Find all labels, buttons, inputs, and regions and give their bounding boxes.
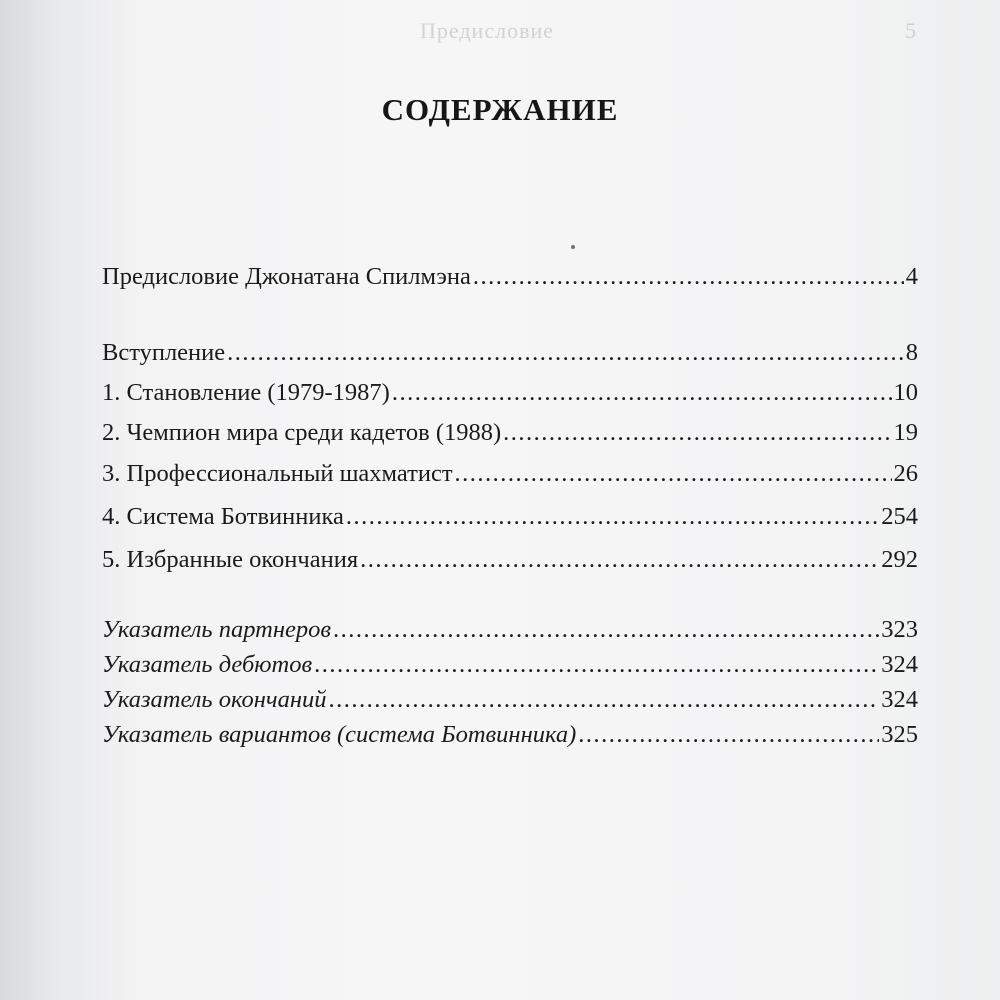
toc-entry-page: 323	[881, 616, 918, 643]
toc-entry-label: Указатель партнеров	[102, 616, 331, 643]
toc-entry[interactable]	[102, 502, 918, 532]
toc-leader-dots	[473, 262, 904, 292]
toc-entry-page: 254	[881, 503, 918, 530]
running-header-title: Предисловие	[420, 18, 554, 43]
toc-entry[interactable]	[102, 378, 918, 408]
toc-entry[interactable]	[102, 262, 918, 292]
toc-entry[interactable]	[102, 615, 918, 645]
toc-entry-label: Указатель дебютов	[102, 651, 313, 678]
toc-entry[interactable]	[102, 650, 918, 680]
toc-leader-dots	[328, 685, 879, 715]
toc-leader-dots	[333, 615, 879, 645]
toc-entry-label: 4. Система Ботвинника	[102, 503, 344, 530]
toc-entry-page: 324	[881, 651, 918, 678]
running-header-page-number: 5	[905, 18, 916, 43]
toc-leader-dots	[578, 720, 879, 750]
toc-leader-dots	[346, 502, 879, 532]
toc-entry[interactable]	[102, 459, 918, 489]
toc-leader-dots	[503, 418, 891, 448]
toc-entry-label: Предисловие Джонатана Спилмэна	[102, 263, 471, 290]
toc-entry-label: 5. Избранные окончания	[102, 546, 359, 573]
toc-entry-page: 10	[893, 379, 918, 406]
toc-leader-dots	[392, 378, 892, 408]
toc-entry-page: 19	[893, 419, 918, 446]
toc-entry-label: 1. Становление (1979-1987)	[102, 379, 390, 406]
toc-leader-dots	[314, 650, 879, 680]
toc-entry-label: 3. Профессиональный шахматист	[102, 460, 453, 487]
toc-entry-page: 8	[905, 339, 918, 366]
toc-entry-label: Вступление	[102, 339, 226, 366]
toc-entry[interactable]	[102, 720, 918, 750]
toc-entry-page: 325	[881, 721, 918, 748]
toc-leader-dots	[455, 459, 892, 489]
toc-entry-label: Указатель окончаний	[102, 686, 327, 713]
toc-entry-label: 2. Чемпион мира среди кадетов (1988)	[102, 419, 502, 446]
toc-entry-page: 324	[881, 686, 918, 713]
toc-entry[interactable]	[102, 685, 918, 715]
toc-entry-label: Указатель вариантов (система Ботвинника)	[102, 721, 577, 748]
toc-entry[interactable]	[102, 418, 918, 448]
toc-entry[interactable]	[102, 545, 918, 575]
toc-title: СОДЕРЖАНИЕ	[381, 92, 619, 127]
toc-entry[interactable]	[102, 338, 918, 368]
toc-leader-dots	[227, 338, 904, 368]
toc-entry-page: 26	[893, 460, 918, 487]
toc-entry-page: 292	[881, 546, 918, 573]
toc-leader-dots	[360, 545, 879, 575]
print-speck	[571, 245, 575, 249]
toc-entry-page: 4	[905, 263, 918, 290]
